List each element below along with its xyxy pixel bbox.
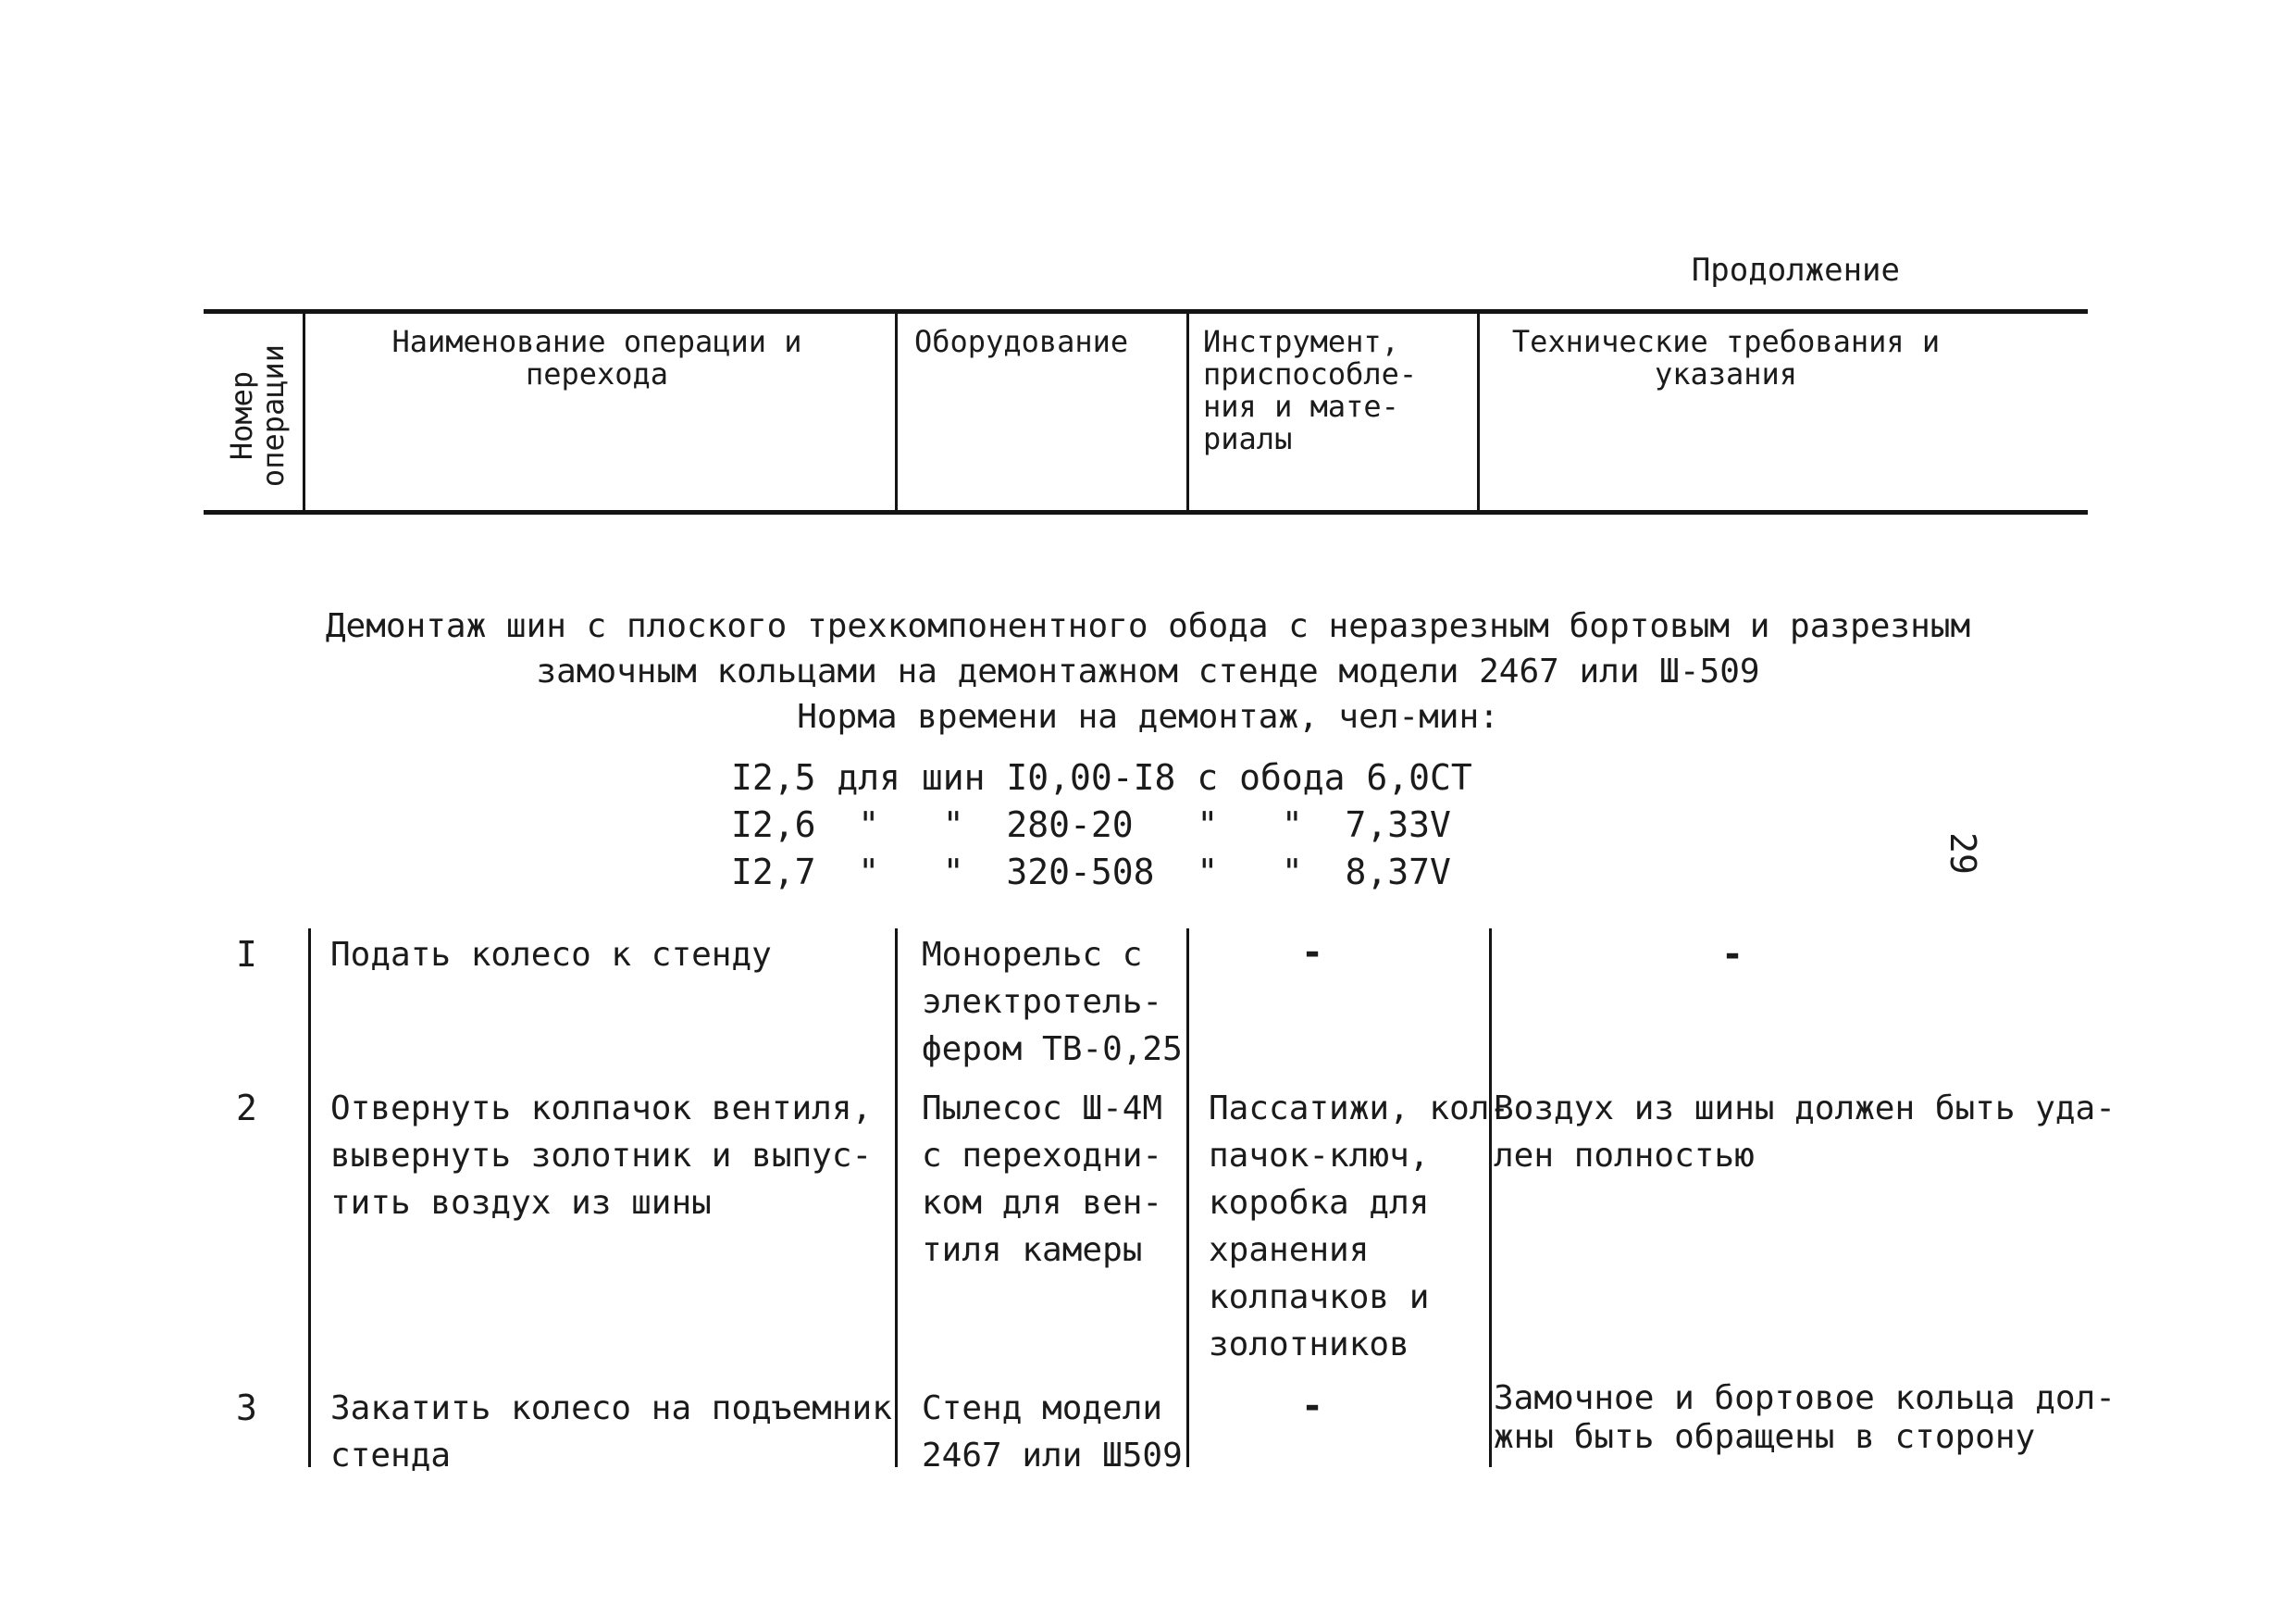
operation-number: 3 bbox=[236, 1388, 257, 1428]
norm-row: I2,6 " " 280-20 " " 7,33V bbox=[731, 804, 1451, 845]
section-title bbox=[0, 604, 2296, 740]
operation-requirements bbox=[1494, 1379, 2116, 1457]
operation-tools: - bbox=[1301, 1385, 1324, 1427]
text-line: вывернуть золотник и выпус- bbox=[330, 1137, 873, 1175]
text-line: тить воздух из шины bbox=[330, 1184, 712, 1222]
operation-equipment bbox=[922, 931, 1183, 1073]
header-requirements: Технические требования и указания bbox=[1511, 324, 1941, 392]
section-title-line: Демонтаж шин с плоского трехкомпонентного обода с неразрезным бортовым и разрезным bbox=[325, 607, 1971, 645]
page-number: 29 bbox=[1942, 832, 1983, 875]
text-line: Пылесос Ш-4М bbox=[922, 1089, 1163, 1127]
text-line: Закатить колесо на подъемник bbox=[330, 1389, 892, 1427]
operation-number: I bbox=[236, 934, 257, 975]
norm-row: I2,7 " " 320-508 " " 8,37V bbox=[731, 852, 1451, 892]
operation-requirements: - bbox=[1721, 933, 1744, 976]
header-operation-name: Наименование операции и перехода bbox=[391, 324, 802, 392]
header-divider bbox=[1477, 313, 1480, 512]
text-line: жны быть обращены в сторону bbox=[1494, 1418, 2036, 1456]
operation-tools bbox=[1209, 1085, 1509, 1368]
header-operation-number: Номер операции bbox=[224, 343, 291, 488]
text-line: Отвернуть колпачок вентиля, bbox=[330, 1089, 873, 1127]
continuation-label: Продолжение bbox=[1691, 252, 1900, 289]
body-divider bbox=[895, 928, 898, 1467]
body-divider bbox=[1186, 928, 1189, 1467]
text-line: колпачков и bbox=[1209, 1278, 1430, 1316]
header-divider bbox=[303, 313, 305, 512]
text-line: Воздух из шины должен быть уда- bbox=[1494, 1089, 2116, 1127]
norm-table bbox=[731, 754, 1472, 896]
text-line: Монорельс с bbox=[922, 936, 1143, 974]
text-line: с переходни- bbox=[922, 1137, 1163, 1175]
operation-equipment bbox=[922, 1085, 1162, 1274]
text-line: фером ТВ-0,25 bbox=[922, 1030, 1183, 1068]
text-line: хранения bbox=[1209, 1231, 1370, 1269]
text-line: 2467 или Ш509 bbox=[922, 1437, 1183, 1475]
text-line: стенда bbox=[330, 1437, 452, 1475]
operation-number: 2 bbox=[236, 1088, 257, 1128]
operation-requirements bbox=[1494, 1085, 2116, 1179]
body-divider bbox=[308, 928, 311, 1467]
norm-label: Норма времени на демонтаж, чел-мин: bbox=[797, 698, 1499, 736]
header-equipment: Оборудование bbox=[914, 324, 1129, 359]
operation-name bbox=[330, 1085, 872, 1226]
text-line: Подать колесо к стенду bbox=[330, 936, 772, 974]
text-line: Замочное и бортовое кольца дол- bbox=[1494, 1379, 2116, 1417]
text-line: ком для вен- bbox=[922, 1184, 1163, 1222]
header-divider bbox=[1186, 313, 1189, 512]
header-divider bbox=[895, 313, 898, 512]
text-line: Стенд модели bbox=[922, 1389, 1163, 1427]
text-line: лен полностью bbox=[1494, 1137, 1755, 1175]
table-header-top-rule bbox=[204, 309, 2088, 314]
text-line: коробка для bbox=[1209, 1184, 1430, 1222]
text-line: электротель- bbox=[922, 983, 1163, 1021]
operation-equipment bbox=[922, 1385, 1183, 1479]
text-line: пачок-ключ, bbox=[1209, 1137, 1430, 1175]
operation-name bbox=[330, 931, 772, 978]
operation-name bbox=[330, 1385, 892, 1479]
norm-row: I2,5 для шин I0,00-I8 с обода 6,0СТ bbox=[731, 757, 1472, 798]
operation-tools: - bbox=[1301, 931, 1324, 974]
header-tools: Инструмент, приспособле- ния и мате- риалы bbox=[1203, 324, 1418, 456]
section-title-line: замочным кольцами на демонтажном стенде модели 2467 или Ш-509 bbox=[536, 653, 1760, 691]
text-line: золотников bbox=[1209, 1326, 1409, 1363]
text-line: тиля камеры bbox=[922, 1231, 1143, 1269]
text-line: Пассатижи, кол- bbox=[1209, 1089, 1510, 1127]
table-header-bottom-rule bbox=[204, 510, 2088, 515]
